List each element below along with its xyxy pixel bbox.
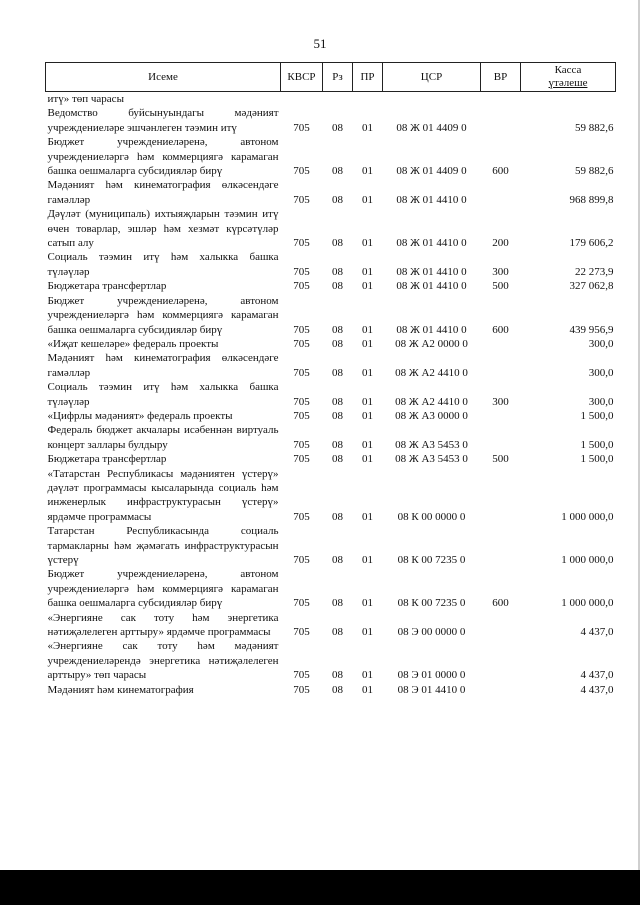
row-csr: 08 Ж 01 4409 0: [396, 121, 467, 134]
row-vr: 600: [492, 323, 509, 336]
header-csr: ЦСР: [383, 63, 481, 92]
row-name: Социаль тәэмин итү һәм халыкка башка түләүләр: [47, 381, 279, 408]
row-rz: 08: [332, 510, 343, 523]
row-vr: 500: [492, 280, 509, 293]
row-csr: 08 Ж А3 5453 0: [395, 453, 468, 466]
header-pr: ПР: [353, 63, 383, 92]
row-kvsr: 705: [293, 683, 310, 696]
row-vr: [481, 351, 521, 380]
row-vr: [481, 683, 521, 697]
row-kvsr: 705: [293, 165, 310, 178]
row-pr: 01: [362, 193, 373, 206]
row-rz: 08: [332, 438, 343, 451]
row-kvsr: 705: [293, 323, 310, 336]
header-name: Исеме: [46, 63, 281, 92]
table-row: [46, 639, 616, 682]
row-rz: 08: [332, 121, 343, 134]
table-row: [46, 467, 616, 525]
header-kassa: [521, 63, 616, 92]
table-header: [46, 63, 616, 92]
row-kvsr: 705: [293, 510, 310, 523]
row-vr: 500: [492, 453, 509, 466]
row-kvsr: 705: [293, 669, 310, 682]
row-rz: 08: [332, 265, 343, 278]
row-name: Бюджетара трансфертлар: [47, 453, 167, 466]
row-pr: 01: [362, 669, 373, 682]
row-kvsr: 705: [293, 237, 310, 250]
row-csr: 08 Ж А2 0000 0: [395, 337, 468, 350]
table-row: [46, 409, 616, 423]
row-vr: 600: [492, 597, 509, 610]
row-vr: 300: [492, 395, 509, 408]
row-name: Ведомство буйсынуындагы мәдәният учреждениеләре эшчәнлеген тәэмин итү: [47, 107, 279, 134]
row-kvsr: 705: [293, 121, 310, 134]
table-row: [46, 524, 616, 567]
row-kvsr: 705: [293, 395, 310, 408]
row-rz: 08: [332, 366, 343, 379]
table-row: [46, 567, 616, 610]
row-kvsr: 705: [293, 438, 310, 451]
row-rz: 08: [332, 323, 343, 336]
table-row: [46, 106, 616, 135]
row-csr: 08 Ж А2 4410 0: [395, 366, 468, 379]
row-pr: 01: [362, 366, 373, 379]
row-amount: 22 273,9: [575, 265, 614, 278]
row-amount: 4 437,0: [580, 626, 614, 639]
row-rz: 08: [332, 409, 343, 422]
row-rz: 08: [332, 669, 343, 682]
table-row: [46, 135, 616, 178]
table-row: [46, 294, 616, 337]
row-rz: 08: [332, 683, 343, 696]
row-name: Мәдәният һәм кинематография: [47, 683, 194, 696]
row-name: «Энергияне сак тоту һәм мәдәният учреждениеләрендә энергетика нәтиҗәлелеген арттыру» төп чарасы: [47, 640, 279, 682]
row-vr: 200: [492, 237, 509, 250]
row-name: Бюджет учреждениеләренә, автоном учреждениеләргә һәм коммерциягә карамаган башка оешмаларга субсидияләр бирү: [47, 136, 279, 178]
row-vr: 300: [492, 265, 509, 278]
row-pr: 01: [362, 597, 373, 610]
row-csr: 08 Ж 01 4410 0: [396, 280, 467, 293]
row-kvsr: [281, 92, 323, 107]
row-kvsr: 705: [293, 626, 310, 639]
row-csr: 08 Э 00 0000 0: [397, 626, 466, 639]
row-vr: 600: [492, 165, 509, 178]
row-pr: 01: [362, 121, 373, 134]
row-name: «Цифрлы мәдәният» федераль проекты: [47, 409, 233, 422]
table-row: [46, 380, 616, 409]
row-pr: 01: [362, 395, 373, 408]
row-kvsr: 705: [293, 337, 310, 350]
row-vr: [481, 106, 521, 135]
row-kvsr: 705: [293, 597, 310, 610]
row-vr: [481, 467, 521, 525]
row-rz: 08: [332, 626, 343, 639]
row-csr: 08 К 00 0000 0: [397, 510, 466, 523]
row-csr: 08 Ж А3 5453 0: [395, 438, 468, 451]
row-amount: 59 882,6: [575, 121, 614, 134]
row-pr: [353, 92, 383, 107]
row-vr: [481, 423, 521, 452]
table-row: [46, 92, 616, 107]
header-rz: Рз: [323, 63, 353, 92]
scan-edge-bottom: [0, 870, 640, 905]
row-csr: 08 Ж 01 4410 0: [396, 193, 467, 206]
row-name: «Энергияне сак тоту һәм энергетика нәтиҗәлелеген арттыру» ярдәмче программасы: [47, 611, 279, 639]
row-vr: [481, 337, 521, 351]
row-name: Мәдәният һәм кинематография өлкәсендәге гамәлләр: [47, 179, 279, 206]
row-name: «Татарстан Республикасы мәдәниятен үстерү» дәүләт программасы кысаларында социаль һәм инженерлык инфраструктурасын үстерү» ярдәмче программасы: [47, 467, 279, 523]
row-csr: 08 Ж 01 4409 0: [396, 165, 467, 178]
row-pr: 01: [362, 265, 373, 278]
row-pr: 01: [362, 165, 373, 178]
row-name: итү» төп чарасы: [47, 93, 124, 105]
row-kvsr: 705: [293, 453, 310, 466]
row-amount: 300,0: [588, 337, 614, 350]
row-rz: 08: [332, 554, 343, 566]
row-pr: 01: [362, 438, 373, 451]
row-name: «Иҗат кешеләре» федераль проекты: [47, 337, 219, 350]
row-rz: 08: [332, 597, 343, 610]
row-name: Дәүләт (муниципаль) ихтыяҗларын тәэмин итү өчен товарлар, эшләр һәм хезмәт күрсәтүләр сатып алу: [47, 208, 279, 250]
row-name: Социаль тәэмин итү һәм халыкка башка түләүләр: [47, 251, 279, 278]
row-amount: 968 899,8: [569, 193, 614, 206]
row-vr: [481, 611, 521, 640]
row-rz: 08: [332, 165, 343, 178]
row-csr: 08 Э 01 0000 0: [397, 669, 466, 682]
row-pr: 01: [362, 280, 373, 293]
row-amount: 327 062,8: [569, 280, 614, 293]
row-amount: 300,0: [588, 395, 614, 408]
row-amount: 59 882,6: [575, 165, 614, 178]
row-csr: [383, 92, 481, 107]
row-amount: 4 437,0: [580, 669, 614, 682]
row-name: Татарстан Республикасында социаль тармакларны һәм җәмәгать инфраструктурасын үстерү: [47, 525, 279, 566]
row-amount: 1 500,0: [580, 409, 614, 422]
table-row: [46, 351, 616, 380]
row-pr: 01: [362, 683, 373, 696]
row-vr: [481, 409, 521, 423]
row-amount: 1 000 000,0: [561, 597, 614, 610]
row-pr: 01: [362, 337, 373, 350]
row-vr: [481, 178, 521, 207]
row-name: Мәдәният һәм кинематография өлкәсендәге гамәлләр: [47, 352, 279, 379]
row-kvsr: 705: [293, 280, 310, 293]
table-body: [46, 92, 616, 698]
table-row: [46, 337, 616, 351]
row-pr: 01: [362, 237, 373, 250]
row-pr: 01: [362, 323, 373, 336]
row-kvsr: 705: [293, 265, 310, 278]
row-csr: 08 Ж 01 4410 0: [396, 323, 467, 336]
row-csr: 08 Ж 01 4410 0: [396, 237, 467, 250]
row-csr: 08 Ж А3 0000 0: [395, 409, 468, 422]
row-kvsr: 705: [293, 554, 310, 566]
row-pr: 01: [362, 409, 373, 422]
row-name: Бюджет учреждениеләренә, автоном учреждениеләргә һәм коммерциягә карамаган башка оешмаларга субсидияләр бирү: [47, 568, 279, 610]
row-rz: 08: [332, 280, 343, 293]
row-vr: [481, 92, 521, 107]
row-amount: 1 500,0: [580, 453, 614, 466]
row-csr: 08 К 00 7235 0: [397, 597, 466, 610]
row-amount: 179 606,2: [569, 237, 614, 250]
row-amount: 1 000 000,0: [561, 510, 614, 523]
row-kvsr: 705: [293, 366, 310, 379]
row-rz: 08: [332, 453, 343, 466]
row-rz: 08: [332, 337, 343, 350]
row-name: Федераль бюджет акчалары исәбеннән виртуаль концерт заллары булдыру: [47, 424, 279, 451]
header-kassa-line2: үтәлеше: [548, 77, 588, 89]
row-pr: 01: [362, 510, 373, 523]
row-vr: [481, 524, 521, 567]
header-kassa-line1: Касса: [554, 64, 582, 76]
row-rz: [323, 92, 353, 107]
row-amount: 1 000 000,0: [561, 554, 614, 566]
header-vr: ВР: [481, 63, 521, 92]
row-rz: 08: [332, 237, 343, 250]
table-row: [46, 683, 616, 697]
row-amount: 300,0: [588, 366, 614, 379]
row-amount: 4 437,0: [580, 683, 614, 696]
table-row: [46, 207, 616, 250]
table-row: [46, 250, 616, 279]
budget-table: [45, 62, 616, 697]
row-rz: 08: [332, 395, 343, 408]
header-kvsr: КВСР: [281, 63, 323, 92]
row-rz: 08: [332, 193, 343, 206]
row-amount: 1 500,0: [580, 438, 614, 451]
table-row: [46, 423, 616, 452]
row-name: Бюджетара трансфертлар: [47, 280, 167, 293]
row-pr: 01: [362, 453, 373, 466]
table-row: [46, 452, 616, 466]
table-row: [46, 279, 616, 293]
table-row: [46, 611, 616, 640]
table-row: [46, 178, 616, 207]
row-amount: 439 956,9: [569, 323, 614, 336]
row-csr: 08 Ж 01 4410 0: [396, 265, 467, 278]
row-kvsr: 705: [293, 409, 310, 422]
row-csr: 08 Ж А2 4410 0: [395, 395, 468, 408]
row-csr: 08 К 00 7235 0: [397, 554, 466, 566]
row-csr: 08 Э 01 4410 0: [397, 683, 466, 696]
row-name: Бюджет учреждениеләренә, автоном учреждениеләргә һәм коммерциягә карамаган башка оешмаларга субсидияләр бирү: [47, 294, 279, 336]
row-amount: [521, 92, 616, 107]
page-number: 51: [313, 36, 327, 51]
row-vr: [481, 639, 521, 682]
row-pr: 01: [362, 626, 373, 639]
row-pr: 01: [362, 554, 373, 566]
row-kvsr: 705: [293, 193, 310, 206]
